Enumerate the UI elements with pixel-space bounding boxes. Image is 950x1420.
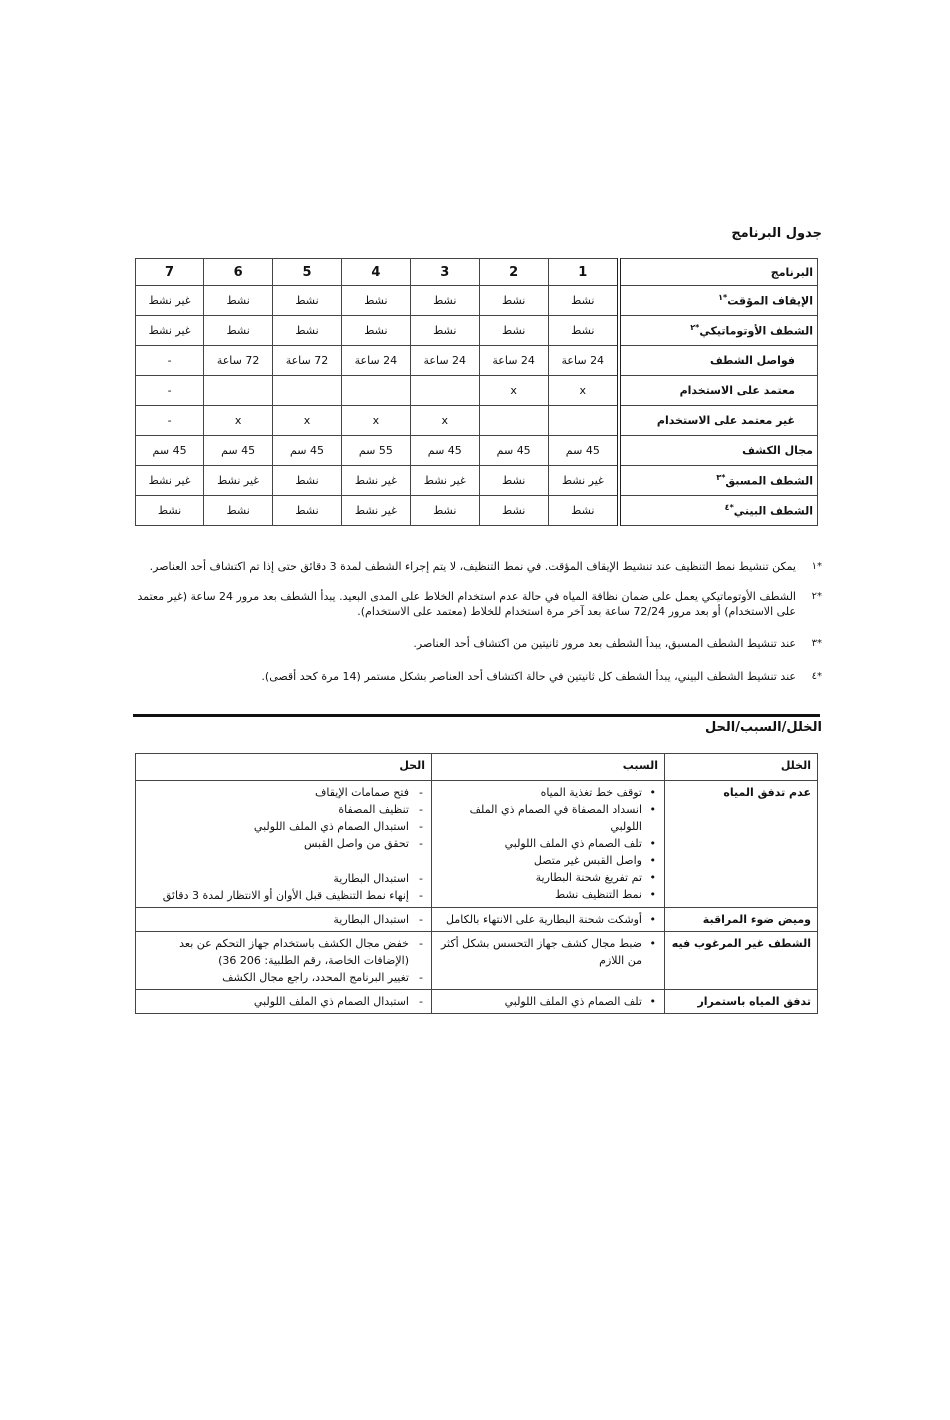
program-row-label [619,406,818,436]
program-cell: نشط [273,496,342,526]
solution-cell [136,781,432,908]
solution-item: - تنظيف المصفاة [142,801,425,818]
cause-item: • ضبط مجال كشف جهاز التحسس بشكل أكثر من اللازم [438,935,658,969]
program-row [136,346,818,376]
fault-row [136,908,818,932]
program-cell: غير نشط [136,316,204,346]
program-cell: x [479,376,548,406]
cause-list [438,784,658,903]
footnote-text: الشطف الأوتوماتيكي يعمل على ضمان نظافة المياه في حالة عدم استخدام الخلاط على المدى البعيد. يبدأ الشطف بعد مرور 24 ساعة (غير معتمد على الاستخدام) أو بعد مرور 72/24 ساعة بعد آخر مرة استخدام للخلاط (معتمد على الاستخدام). [137,590,796,618]
program-cell: x [273,406,342,436]
row-label-text: فواصل الشطف [709,354,795,367]
program-header-label: البرنامج [619,259,818,286]
solution-item: - إنهاء نمط التنظيف قبل الأوان أو الانتظار لمدة 3 دقائق [142,887,425,904]
program-cell: نشط [410,316,479,346]
program-row-label [619,376,818,406]
footnote-mark: *٤ [811,671,822,682]
program-column-number: 5 [273,259,342,286]
cause-item: • نمط التنظيف نشط [438,886,658,903]
footnote-ref: *١ [718,293,728,303]
program-cell: - [136,406,204,436]
cause-list [438,911,658,928]
footnote-1 [132,559,822,574]
footnote-mark: *٣ [811,638,822,649]
program-cell: غير نشط [341,496,410,526]
solution-list [142,784,425,904]
program-cell: نشط [479,316,548,346]
footnote-3 [132,636,822,651]
program-cell: 24 ساعة [341,346,410,376]
row-label-text: الشطف الأوتوماتيكي [699,324,813,338]
program-cell: 24 ساعة [410,346,479,376]
program-cell [479,406,548,436]
program-cell: 72 ساعة [204,346,273,376]
program-row-label [619,316,818,346]
program-cell: غير نشط [548,466,619,496]
cause-cell [432,908,665,932]
program-column-number: 1 [548,259,619,286]
program-table [135,258,818,526]
program-row [136,466,818,496]
row-label-text: الشطف المسبق [725,474,813,488]
program-row [136,316,818,346]
program-row-label [619,466,818,496]
program-cell: x [204,406,273,436]
fault-table-title: الخلل/السبب/الحل [704,720,822,735]
program-cell: 72 ساعة [273,346,342,376]
solution-item: - فتح صمامات الإيقاف [142,784,425,801]
header-fault: الخلل [665,754,818,781]
solution-item: - استبدال البطارية [142,870,425,887]
program-cell: نشط [341,286,410,316]
cause-item: • توقف خط تغذية المياه [438,784,658,801]
program-cell: x [341,406,410,436]
footnote-ref: *٢ [690,323,700,333]
program-cell [410,376,479,406]
program-cell: x [410,406,479,436]
solution-list [142,935,425,986]
row-label-text: غير معتمد على الاستخدام [656,414,795,427]
program-cell: غير نشط [341,466,410,496]
cause-item: • تلف الصمام ذي الملف اللولبي [438,993,658,1010]
header-cause: السبب [432,754,665,781]
solution-cell [136,908,432,932]
program-cell: نشط [548,286,619,316]
program-cell: نشط [204,496,273,526]
program-cell: 24 ساعة [548,346,619,376]
solution-list [142,911,425,928]
program-column-number: 2 [479,259,548,286]
program-row [136,496,818,526]
solution-cell [136,990,432,1014]
fault-row [136,781,818,908]
fault-cell: عدم تدفق المياه [665,781,818,908]
program-cell: نشط [548,496,619,526]
footnote-ref: *٤ [724,503,734,513]
footnote-text: عند تنشيط الشطف البيني، يبدأ الشطف كل ثانيتين في حالة اكتشاف أحد العناصر بشكل مستمر (14 مرة كحد أقصى). [261,670,796,683]
program-row-label [619,286,818,316]
solution-list [142,993,425,1010]
program-cell: 45 سم [410,436,479,466]
fault-cell: تدفق المياه باستمرار [665,990,818,1014]
program-cell: نشط [479,466,548,496]
footnote-ref: *٣ [716,473,726,483]
fault-table-header [136,754,818,781]
program-row [136,406,818,436]
program-header-row [136,259,818,286]
program-cell [204,376,273,406]
header-solution: الحل [136,754,432,781]
program-row-label [619,436,818,466]
program-cell: نشط [479,286,548,316]
cause-cell [432,781,665,908]
program-cell: 24 ساعة [479,346,548,376]
solution-item: - تغيير البرنامج المحدد، راجع مجال الكشف [142,969,425,986]
program-cell: نشط [341,316,410,346]
fault-cell: الشطف غير المرغوب فيه [665,932,818,990]
footnote-4 [132,669,822,684]
program-cell [341,376,410,406]
program-cell: غير نشط [410,466,479,496]
program-cell: نشط [273,286,342,316]
program-cell: غير نشط [204,466,273,496]
row-label-text: مجال الكشف [742,444,813,457]
program-cell: 45 سم [204,436,273,466]
cause-item: • تلف الصمام ذي الملف اللولبي [438,835,658,852]
solution-item: - خفض مجال الكشف باستخدام جهاز التحكم عن بعد (الإضافات الخاصة، رقم الطلبية: 206 36) [142,935,425,969]
row-label-text: معتمد على الاستخدام [679,384,795,397]
program-cell: نشط [136,496,204,526]
program-column-number: 4 [341,259,410,286]
fault-row [136,990,818,1014]
program-cell: 45 سم [136,436,204,466]
row-label-text: الشطف البيني [733,504,813,518]
footnote-2 [132,589,822,619]
program-cell: نشط [410,286,479,316]
cause-item: • انسداد المصفاة في الصمام ذي الملف اللولبي [438,801,658,835]
program-cell: 45 سم [479,436,548,466]
program-cell: - [136,346,204,376]
fault-cell: وميض ضوء المراقبة [665,908,818,932]
footnote-text: عند تنشيط الشطف المسبق، يبدأ الشطف بعد مرور ثانيتين من اكتشاف أحد العناصر. [413,637,796,650]
cause-cell [432,932,665,990]
fault-row [136,932,818,990]
program-row [136,286,818,316]
cause-list [438,935,658,969]
program-cell: 55 سم [341,436,410,466]
program-cell: - [136,376,204,406]
solution-item: - تحقق من واصل القبس [142,835,425,852]
fault-table [135,753,818,1014]
program-cell [273,376,342,406]
solution-cell [136,932,432,990]
program-cell: 45 سم [273,436,342,466]
program-cell: x [548,376,619,406]
program-row-label [619,496,818,526]
cause-cell [432,990,665,1014]
footnote-mark: *١ [811,561,822,572]
cause-item: • تم تفريغ شحنة البطارية [438,869,658,886]
solution-item: - استبدال الصمام ذي الملف اللولبي [142,818,425,835]
cause-list [438,993,658,1010]
solution-item: - استبدال البطارية [142,911,425,928]
program-cell: نشط [548,316,619,346]
program-cell: نشط [204,286,273,316]
section-divider [133,714,820,717]
solution-item: - استبدال الصمام ذي الملف اللولبي [142,993,425,1010]
program-cell: نشط [273,316,342,346]
cause-item: • أوشكت شحنة البطارية على الانتهاء بالكامل [438,911,658,928]
row-label-text: الإيقاف المؤقت [727,294,813,308]
footnote-mark: *٢ [811,591,822,602]
program-column-number: 3 [410,259,479,286]
program-table-title: جدول البرنامج [731,226,822,241]
program-cell: نشط [273,466,342,496]
footnote-text: يمكن تنشيط نمط التنظيف عند تنشيط الإيقاف المؤقت. في نمط التنظيف، لا يتم إجراء الشطف لمدة 3 دقائق حتى إذا تم اكتشاف أحد العناصر. [149,560,796,573]
program-row [136,436,818,466]
program-column-number: 6 [204,259,273,286]
program-cell: غير نشط [136,286,204,316]
program-cell: نشط [479,496,548,526]
program-row-label [619,346,818,376]
cause-item: • واصل القبس غير متصل [438,852,658,869]
program-cell: 45 سم [548,436,619,466]
program-row [136,376,818,406]
program-column-number: 7 [136,259,204,286]
program-cell [548,406,619,436]
program-cell: نشط [204,316,273,346]
program-cell: نشط [410,496,479,526]
program-cell: غير نشط [136,466,204,496]
